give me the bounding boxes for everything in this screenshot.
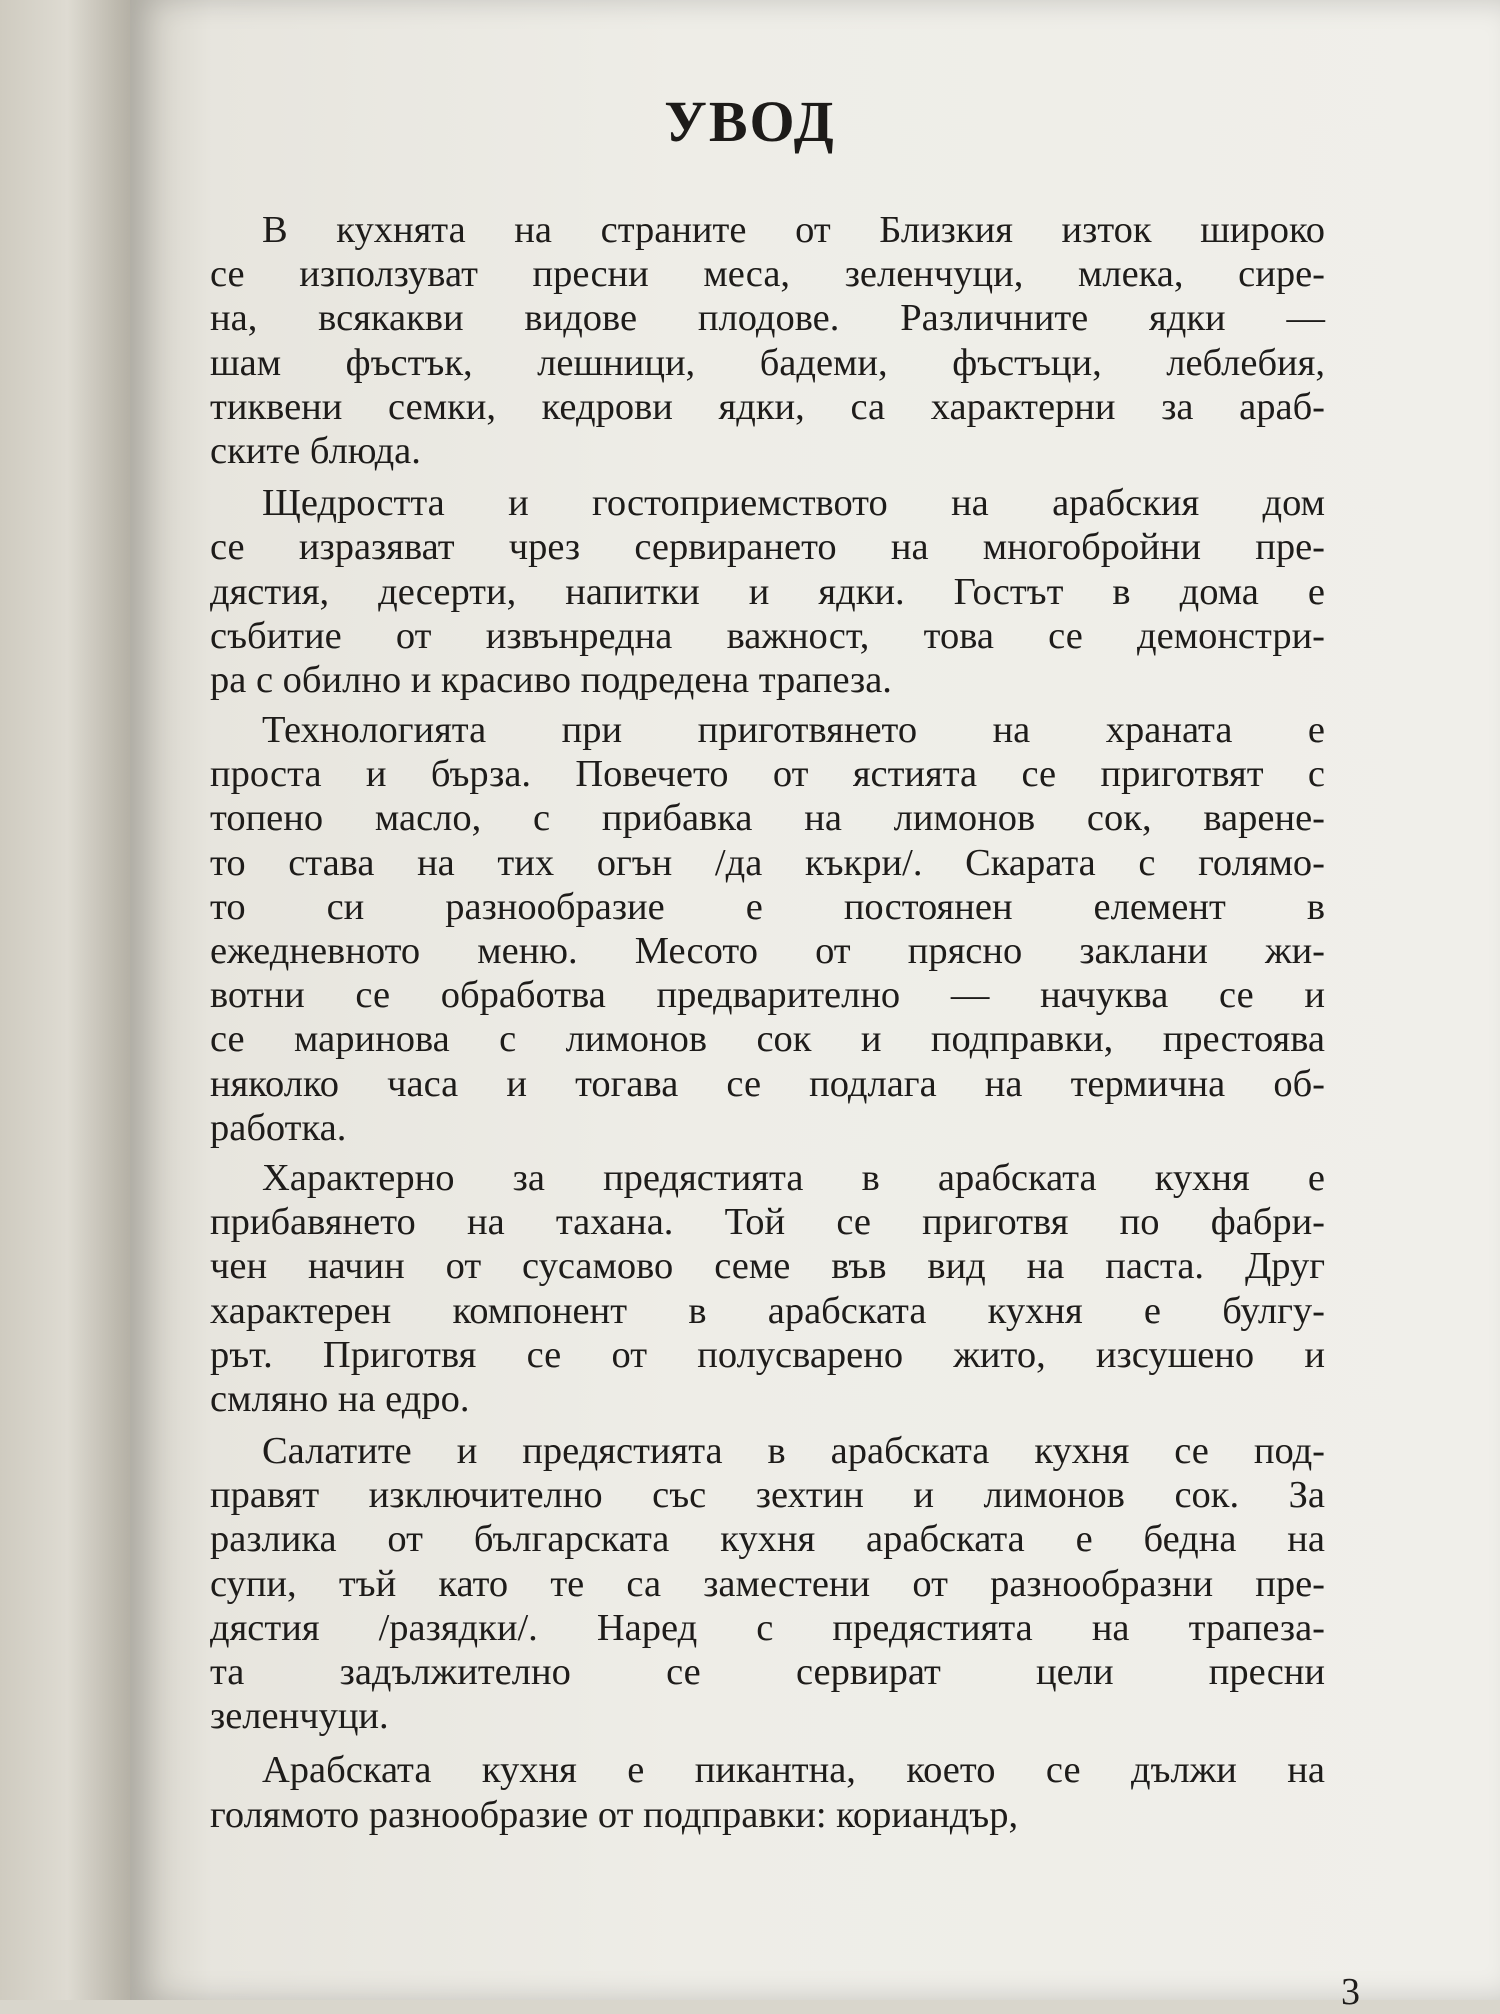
text-line: вотни се обработва предварително — начуква се и	[210, 974, 1325, 1017]
text-line: на, всякакви видове плодове. Различните ядки —	[210, 297, 1325, 340]
text-line: В кухнята на страните от Близкия изток широко	[262, 209, 1325, 251]
text-line: ра с обилно и красиво подредена трапеза.	[210, 658, 892, 701]
text-line: Характерно за предястията в арабската кухня е	[262, 1156, 1325, 1199]
text-line: дястия /разядки/. Наред с предястията на трапеза-	[210, 1606, 1325, 1649]
text-line: правят изключително със зехтин и лимонов сок. За	[210, 1474, 1325, 1517]
paragraph	[210, 481, 1325, 702]
text-line: ските блюда.	[210, 429, 421, 472]
text-line: събитие от извънредна важност, това се демонстри-	[210, 614, 1325, 657]
text-line: дястия, десерти, напитки и ядки. Гостът в дома е	[210, 570, 1325, 613]
text-line: Щедростта и гостоприемството на арабския дом	[262, 482, 1325, 525]
text-line: проста и бърза. Повечето от ястията се приготвят с	[210, 753, 1325, 796]
paragraph	[210, 1748, 1325, 1836]
book-gutter	[0, 0, 150, 2000]
text-line: зеленчуци.	[210, 1695, 389, 1738]
text-line: разлика от българската кухня арабската е бедна на	[210, 1518, 1325, 1561]
text-line: се изразяват чрез сервирането на многобройни пре-	[210, 526, 1325, 569]
text-line: прибавянето на тахана. Той се приготвя по фабри-	[210, 1201, 1325, 1244]
text-line: няколко часа и тогава се подлага на термична об-	[210, 1062, 1325, 1105]
text-line: то си разнообразие е постоянен елемент в	[210, 885, 1325, 928]
text-line: голямото разнообразие от подправки: кориандър,	[210, 1793, 1019, 1836]
text-line: Салатите и предястията в арабската кухня се под-	[262, 1430, 1325, 1473]
text-line: Технологията при приготвянето на храната е	[262, 709, 1325, 752]
paragraph	[210, 708, 1325, 1150]
paragraph	[210, 1429, 1325, 1738]
paragraph	[210, 1156, 1325, 1421]
paragraph	[210, 208, 1325, 473]
text-line: се маринова с лимонов сок и подправки, престоява	[210, 1018, 1325, 1061]
body-text	[210, 208, 1325, 1837]
text-line: тиквени семки, кедрови ядки, са характерни за араб-	[210, 385, 1325, 428]
chapter-title: УВОД	[664, 89, 836, 154]
text-line: то става на тих огън /да къкри/. Скарата с голямо-	[210, 841, 1325, 884]
text-line: характерен компонент в арабската кухня е булгу-	[210, 1289, 1325, 1332]
text-line: та задължително се сервират цели пресни	[210, 1651, 1325, 1693]
text-line: работка.	[210, 1106, 347, 1149]
page-number: 3	[1341, 1971, 1360, 2013]
text-line: чен начин от сусамово семе във вид на паста. Друг	[210, 1245, 1325, 1288]
text-line: супи, тъй като те са заместени от разнообразни пре-	[210, 1562, 1325, 1605]
text-line: се използуват пресни меса, зеленчуци, млека, сире-	[210, 253, 1325, 296]
text-line: шам фъстък, лешници, бадеми, фъстъци, леблебия,	[210, 341, 1325, 384]
text-line: рът. Приготвя се от полусварено жито, изсушено и	[210, 1333, 1325, 1376]
text-line: Арабската кухня е пикантна, което се дължи на	[262, 1749, 1325, 1792]
text-line: смляно на едро.	[210, 1377, 470, 1420]
text-line: топено масло, с прибавка на лимонов сок, варене-	[210, 797, 1325, 840]
text-line: ежедневното меню. Месото от прясно заклани жи-	[210, 930, 1325, 972]
